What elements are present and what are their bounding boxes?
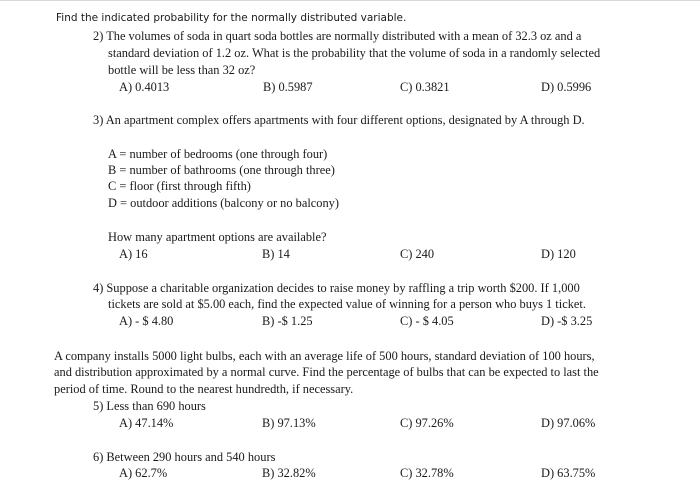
q5-text: 5) Less than 690 hours [93, 399, 206, 413]
q3-def-d: D = outdoor additions (balcony or no balcony) [108, 196, 340, 210]
q3-def-a: A = number of bedrooms (one through four) [108, 147, 328, 161]
q4-option-a[interactable]: A) - $ 4.80 [119, 314, 174, 328]
section-header: Find the indicated probability for the normally distributed variable. [56, 12, 407, 24]
q6-option-a[interactable]: A) 62.7% [119, 466, 168, 480]
q2-line-2: standard deviation of 1.2 oz. What is the probability that the volume of soda in a randomly selected [108, 46, 601, 60]
q3-option-a[interactable]: A) 16 [119, 247, 148, 261]
q5-option-d[interactable]: D) 97.06% [541, 416, 596, 430]
q6-option-d[interactable]: D) 63.75% [541, 466, 596, 480]
q2-option-d[interactable]: D) 0.5996 [541, 80, 592, 94]
q3-option-c[interactable]: C) 240 [400, 247, 435, 261]
q6-option-b[interactable]: B) 32.82% [262, 466, 316, 480]
q2-option-c[interactable]: C) 0.3821 [400, 80, 450, 94]
q5-option-b[interactable]: B) 97.13% [262, 416, 316, 430]
q3-option-d[interactable]: D) 120 [541, 247, 576, 261]
q5-option-c[interactable]: C) 97.26% [400, 416, 454, 430]
page-top-border [0, 0, 700, 1]
q4-option-b[interactable]: B) -$ 1.25 [262, 314, 313, 328]
q5-option-a[interactable]: A) 47.14% [119, 416, 174, 430]
q3-def-b: B = number of bathrooms (one through three) [108, 163, 335, 177]
intro-line-2: and distribution approximated by a normal curve. Find the percentage of bulbs that can be expected to last the [54, 365, 599, 379]
q2-option-a[interactable]: A) 0.4013 [119, 80, 170, 94]
q2-line-1: 2) The volumes of soda in quart soda bottles are normally distributed with a mean of 32.3 oz and a [93, 29, 582, 43]
intro-line-1: A company installs 5000 light bulbs, each with an average life of 500 hours, standard deviation of 100 hours, [54, 349, 595, 363]
q4-option-d[interactable]: D) -$ 3.25 [541, 314, 593, 328]
q4-line-2: tickets are sold at $5.00 each, find the expected value of winning for a person who buys 1 ticket. [108, 297, 586, 311]
q2-option-b[interactable]: B) 0.5987 [263, 80, 313, 94]
q3-def-c: C = floor (first through fifth) [108, 179, 251, 193]
q3-text: 3) An apartment complex offers apartments with four different options, designated by A through D. [93, 113, 585, 127]
q4-option-c[interactable]: C) - $ 4.05 [400, 314, 454, 328]
q3-option-b[interactable]: B) 14 [262, 247, 290, 261]
intro-line-3: period of time. Round to the nearest hundredth, if necessary. [54, 382, 354, 396]
q6-option-c[interactable]: C) 32.78% [400, 466, 454, 480]
q6-text: 6) Between 290 hours and 540 hours [93, 450, 276, 464]
q3-prompt: How many apartment options are available? [108, 230, 327, 244]
q2-line-3: bottle will be less than 32 oz? [108, 63, 256, 77]
q4-line-1: 4) Suppose a charitable organization decides to raise money by raffling a trip worth $200. If 1,000 [93, 281, 580, 295]
